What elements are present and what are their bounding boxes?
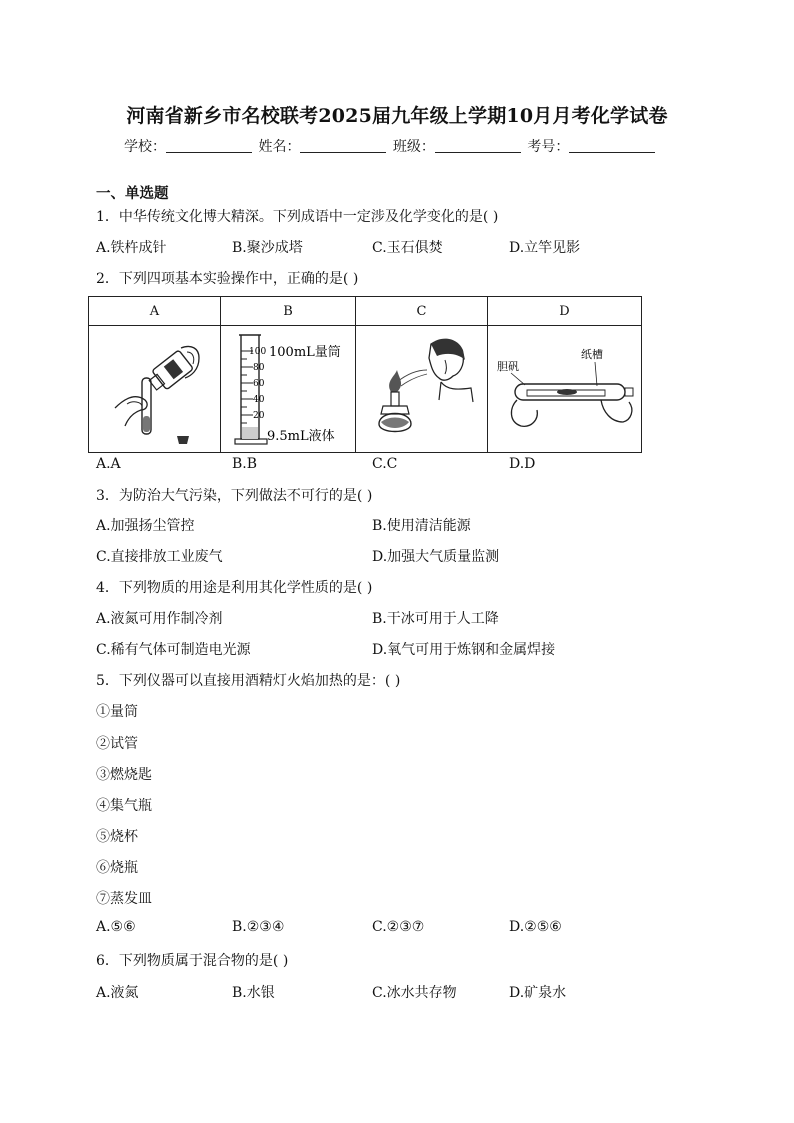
tick-100: 100 bbox=[249, 347, 267, 357]
section-title: 一、单选题 bbox=[96, 185, 169, 202]
q2-option-d[interactable]: D.D bbox=[509, 456, 536, 472]
question-4-stem: 4．下列物质的用途是利用其化学性质的是( ) bbox=[96, 580, 373, 596]
school-blank[interactable] bbox=[166, 138, 252, 153]
table-header-d: D bbox=[488, 297, 642, 326]
q5-item-4: ④集气瓶 bbox=[96, 798, 152, 814]
student-info-line bbox=[124, 136, 657, 156]
q4-option-c[interactable]: C.稀有气体可制造电光源 bbox=[96, 642, 251, 658]
q6-option-a[interactable]: A.液氮 bbox=[96, 985, 139, 1001]
liquid-volume-label: 9.5mL液体 bbox=[267, 429, 335, 444]
q3-option-a[interactable]: A.加强扬尘管控 bbox=[96, 518, 195, 534]
school-label: 学校： bbox=[124, 139, 166, 155]
id-label: 考号： bbox=[527, 139, 570, 155]
q5-item-3: ③燃烧匙 bbox=[96, 767, 152, 783]
q5-item-6: ⑥烧瓶 bbox=[96, 860, 138, 876]
table-header-a: A bbox=[89, 297, 221, 326]
q3-option-b[interactable]: B.使用清洁能源 bbox=[372, 518, 471, 534]
q6-option-c[interactable]: C.冰水共存物 bbox=[372, 985, 457, 1001]
q2-option-b[interactable]: B.B bbox=[232, 456, 258, 472]
q4-option-b[interactable]: B.干冰可用于人工降 bbox=[372, 611, 499, 627]
class-label: 班级： bbox=[392, 139, 435, 155]
question-3-stem: 3．为防治大气污染，下列做法不可行的是( ) bbox=[96, 488, 373, 504]
q6-option-d[interactable]: D.矿泉水 bbox=[509, 985, 567, 1001]
q4-option-a[interactable]: A.液氮可用作制冷剂 bbox=[96, 611, 223, 627]
q5-item-5: ⑤烧杯 bbox=[96, 829, 138, 845]
experiment-table bbox=[88, 296, 642, 453]
figure-c-cell bbox=[356, 326, 488, 453]
tick-80: 80 bbox=[253, 363, 265, 373]
paper-trough-label: 纸槽 bbox=[580, 348, 603, 361]
q2-option-c[interactable]: C.C bbox=[372, 456, 398, 472]
tick-40: 40 bbox=[253, 395, 265, 405]
question-1-stem: 1．中华传统文化博大精深。下列成语中一定涉及化学变化的是( ) bbox=[96, 209, 499, 225]
alum-label: 胆矾 bbox=[496, 360, 519, 373]
table-header-c: C bbox=[356, 297, 488, 326]
q5-option-b[interactable]: B.②③④ bbox=[232, 919, 285, 935]
q4-option-d[interactable]: D.氧气可用于炼钢和金属焊接 bbox=[372, 642, 556, 658]
graduated-cylinder-figure bbox=[223, 329, 353, 449]
q5-item-1: ①量筒 bbox=[96, 704, 138, 720]
q5-item-7: ⑦蒸发皿 bbox=[96, 891, 152, 907]
figure-a-cell bbox=[89, 326, 221, 453]
q3-option-d[interactable]: D.加强大气质量监测 bbox=[372, 549, 500, 565]
question-2-stem: 2．下列四项基本实验操作中，正确的是( ) bbox=[96, 271, 359, 287]
q6-option-b[interactable]: B.水银 bbox=[232, 985, 275, 1001]
q1-option-a[interactable]: A.铁杵成针 bbox=[96, 240, 167, 256]
q1-option-d[interactable]: D.立竿见影 bbox=[509, 240, 581, 256]
cylinder-capacity-label: 100mL量筒 bbox=[269, 345, 341, 360]
q5-option-d[interactable]: D.②⑤⑥ bbox=[509, 919, 562, 935]
q5-option-c[interactable]: C.②③⑦ bbox=[372, 919, 425, 935]
q1-option-c[interactable]: C.玉石俱焚 bbox=[372, 240, 443, 256]
table-header-b: B bbox=[221, 297, 356, 326]
exam-title: 河南省新乡市名校联考2025届九年级上学期10月月考化学试卷 bbox=[126, 105, 668, 127]
q5-option-a[interactable]: A.⑤⑥ bbox=[96, 919, 136, 935]
question-6-stem: 6．下列物质属于混合物的是( ) bbox=[96, 953, 289, 969]
tick-20: 20 bbox=[253, 411, 265, 421]
paper-trough-figure bbox=[491, 330, 639, 448]
name-label: 姓名： bbox=[258, 139, 301, 155]
q5-item-2: ②试管 bbox=[96, 736, 138, 752]
class-blank[interactable] bbox=[435, 138, 521, 153]
pouring-liquid-figure bbox=[95, 330, 215, 448]
figure-d-cell bbox=[488, 326, 642, 453]
alcohol-lamp-figure bbox=[361, 330, 483, 448]
q1-option-b[interactable]: B.聚沙成塔 bbox=[232, 240, 303, 256]
tick-60: 60 bbox=[253, 379, 265, 389]
name-blank[interactable] bbox=[300, 138, 386, 153]
figure-b-cell bbox=[221, 326, 356, 453]
q2-option-a[interactable]: A.A bbox=[96, 456, 121, 472]
q3-option-c[interactable]: C.直接排放工业废气 bbox=[96, 549, 223, 565]
question-5-stem: 5．下列仪器可以直接用酒精灯火焰加热的是：( ) bbox=[96, 673, 401, 689]
id-blank[interactable] bbox=[569, 138, 655, 153]
